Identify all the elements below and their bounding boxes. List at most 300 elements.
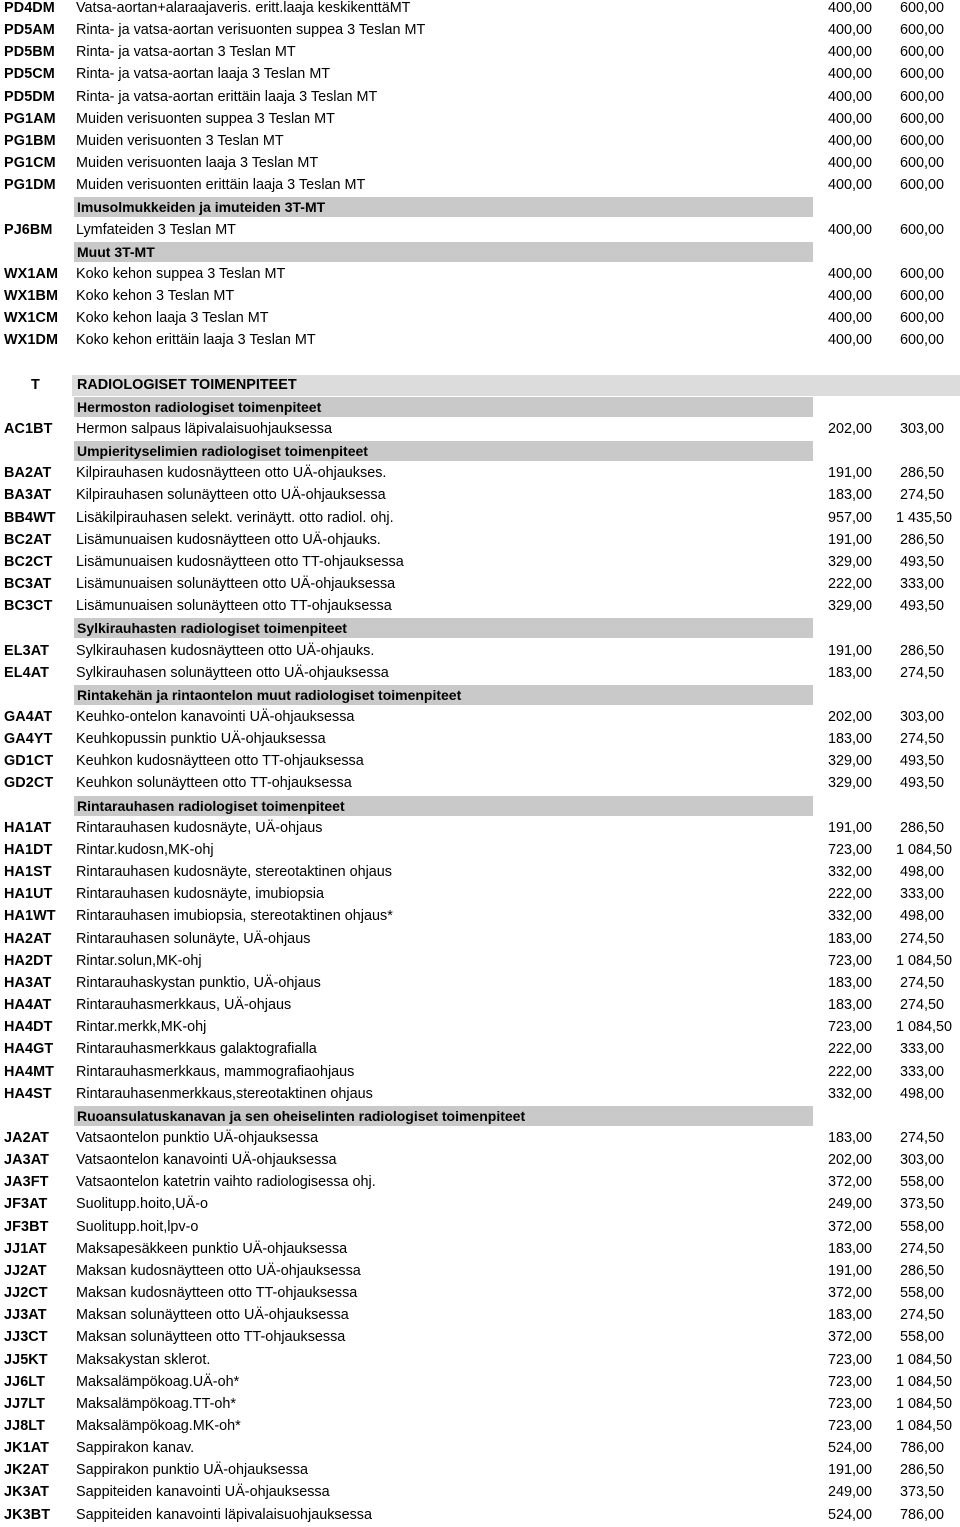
- procedure-description: Sylkirauhasen kudosnäytteen otto UÄ-ohjauks.: [76, 642, 375, 659]
- price-2: 274,50: [899, 974, 944, 991]
- price-1: 723,00: [827, 1373, 872, 1390]
- table-row: [0, 130, 960, 152]
- procedure-description: Rintarauhasen imubiopsia, stereotaktinen ohjaus*: [76, 908, 393, 925]
- table-row: [0, 1061, 960, 1083]
- price-1: 723,00: [827, 1019, 872, 1036]
- price-1: 400,00: [827, 44, 872, 61]
- price-2: 558,00: [899, 1218, 944, 1235]
- price-2: 286,50: [899, 1462, 944, 1479]
- price-1: 400,00: [827, 288, 872, 305]
- price-2: 373,50: [899, 1484, 944, 1501]
- price-2: 558,00: [899, 1285, 944, 1302]
- price-2: 600,00: [899, 288, 944, 305]
- table-row: [0, 950, 960, 972]
- procedure-code: HA2AT: [4, 930, 52, 947]
- table-row: [0, 1171, 960, 1193]
- category-header: [0, 795, 960, 817]
- table-row: [0, 19, 960, 41]
- price-1: 400,00: [827, 155, 872, 172]
- procedure-description: Maksan kudosnäytteen otto UÄ-ohjauksessa: [76, 1262, 361, 1279]
- price-1: 191,00: [827, 1462, 872, 1479]
- section-code: T: [31, 376, 40, 393]
- price-2: 274,50: [899, 731, 944, 748]
- procedure-code: AC1BT: [4, 420, 53, 437]
- price-1: 400,00: [827, 177, 872, 194]
- procedure-code: JJ5KT: [4, 1351, 48, 1368]
- price-2: 274,50: [899, 664, 944, 681]
- price-2: 600,00: [899, 88, 944, 105]
- procedure-description: Rintarauhasmerkkaus, UÄ-ohjaus: [76, 997, 292, 1014]
- price-1: 183,00: [827, 664, 872, 681]
- procedure-description: Rinta- ja vatsa-aortan verisuonten suppea 3 Teslan MT: [76, 22, 426, 39]
- category-title: Sylkirauhasten radiologiset toimenpiteet: [77, 620, 347, 637]
- price-2: 600,00: [899, 155, 944, 172]
- price-2: 274,50: [899, 1240, 944, 1257]
- price-2: 286,50: [899, 531, 944, 548]
- procedure-code: BC2AT: [4, 531, 52, 548]
- table-row: [0, 972, 960, 994]
- table-row: [0, 0, 960, 19]
- procedure-description: Muiden verisuonten erittäin laaja 3 Teslan MT: [76, 177, 366, 194]
- procedure-description: Rintar.merkk,MK-ohj: [76, 1019, 207, 1036]
- price-2: 1 084,50: [895, 1351, 952, 1368]
- price-2: 303,00: [899, 1152, 944, 1169]
- price-2: 498,00: [899, 908, 944, 925]
- price-1: 372,00: [827, 1285, 872, 1302]
- procedure-code: EL3AT: [4, 642, 50, 659]
- procedure-description: Vatsaontelon punktio UÄ-ohjauksessa: [76, 1129, 319, 1146]
- price-2: 333,00: [899, 886, 944, 903]
- category-title: Hermoston radiologiset toimenpiteet: [77, 398, 322, 415]
- price-1: 400,00: [827, 88, 872, 105]
- section-header: [0, 374, 960, 396]
- table-row: [0, 1216, 960, 1238]
- price-2: 493,50: [899, 553, 944, 570]
- procedure-description: Sappirakon punktio UÄ-ohjauksessa: [76, 1462, 308, 1479]
- procedure-code: HA1WT: [4, 908, 56, 925]
- procedure-description: Lisämunuaisen solunäytteen otto UÄ-ohjauksessa: [76, 576, 396, 593]
- procedure-description: Lisämunuaisen solunäytteen otto TT-ohjauksessa: [76, 598, 392, 615]
- price-2: 274,50: [899, 997, 944, 1014]
- procedure-description: Kilpirauhasen kudosnäytteen otto UÄ-ohjaukses.: [76, 465, 387, 482]
- procedure-description: Lisämunuaisen kudosnäytteen otto TT-ohjauksessa: [76, 553, 404, 570]
- price-1: 183,00: [827, 997, 872, 1014]
- procedure-code: GA4AT: [4, 709, 53, 725]
- price-1: 400,00: [827, 22, 872, 39]
- price-2: 373,50: [899, 1196, 944, 1213]
- procedure-description: Rintar.solun,MK-ohj: [76, 952, 202, 969]
- category-header: [0, 241, 960, 263]
- table-row: [0, 152, 960, 174]
- procedure-code: JJ6LT: [4, 1373, 46, 1390]
- price-2: 286,50: [899, 642, 944, 659]
- table-row: [0, 174, 960, 196]
- procedure-code: WX1AM: [4, 265, 59, 282]
- price-1: 183,00: [827, 974, 872, 991]
- procedure-code: GA4YT: [4, 731, 53, 748]
- procedure-code: PD5BM: [4, 44, 55, 61]
- price-1: 400,00: [827, 310, 872, 327]
- procedure-description: Koko kehon laaja 3 Teslan MT: [76, 310, 269, 327]
- price-1: 249,00: [827, 1196, 872, 1213]
- price-2: 600,00: [899, 22, 944, 39]
- procedure-description: Rintarauhasen solunäyte, UÄ-ohjaus: [76, 930, 311, 947]
- procedure-description: Maksalämpökoag.TT-oh*: [76, 1395, 236, 1412]
- table-row: [0, 640, 960, 662]
- table-row: [0, 1459, 960, 1481]
- procedure-code: WX1BM: [4, 288, 59, 305]
- price-2: 600,00: [899, 177, 944, 194]
- price-1: 222,00: [827, 1041, 872, 1058]
- table-row: [0, 1193, 960, 1215]
- procedure-description: Rintarauhasmerkkaus galaktografialla: [76, 1041, 317, 1058]
- price-2: 558,00: [899, 1174, 944, 1191]
- procedure-description: Vatsaontelon kanavointi UÄ-ohjauksessa: [76, 1152, 337, 1169]
- procedure-code: HA4GT: [4, 1041, 54, 1058]
- price-1: 524,00: [827, 1506, 872, 1523]
- price-2: 286,50: [899, 1262, 944, 1279]
- procedure-description: Koko kehon suppea 3 Teslan MT: [76, 265, 286, 282]
- table-row: [0, 86, 960, 108]
- price-2: 600,00: [899, 44, 944, 61]
- price-1: 332,00: [827, 1085, 872, 1102]
- procedure-code: BC3CT: [4, 598, 53, 615]
- procedure-code: WX1CM: [4, 310, 59, 327]
- price-1: 183,00: [827, 487, 872, 504]
- table-row: [0, 1437, 960, 1459]
- price-1: 332,00: [827, 908, 872, 925]
- table-row: [0, 706, 960, 728]
- price-2: 493,50: [899, 753, 944, 770]
- table-row: [0, 772, 960, 794]
- table-row: [0, 1083, 960, 1105]
- procedure-description: Sylkirauhasen solunäytteen otto UÄ-ohjauksessa: [76, 664, 389, 681]
- procedure-code: BA3AT: [4, 487, 52, 504]
- price-2: 303,00: [899, 709, 944, 725]
- price-2: 498,00: [899, 1085, 944, 1102]
- price-2: 600,00: [899, 0, 944, 16]
- price-1: 222,00: [827, 576, 872, 593]
- procedure-code: PG1DM: [4, 177, 56, 194]
- price-2: 333,00: [899, 1041, 944, 1058]
- procedure-description: Koko kehon erittäin laaja 3 Teslan MT: [76, 332, 316, 349]
- table-row: [0, 883, 960, 905]
- table-row: [0, 1282, 960, 1304]
- table-row: [0, 63, 960, 85]
- price-1: 249,00: [827, 1484, 872, 1501]
- price-2: 1 084,50: [895, 1395, 952, 1412]
- price-1: 191,00: [827, 819, 872, 836]
- procedure-description: Maksalämpökoag.UÄ-oh*: [76, 1373, 240, 1390]
- procedure-description: Maksan solunäytteen otto TT-ohjauksessa: [76, 1329, 346, 1346]
- procedure-code: EL4AT: [4, 664, 50, 681]
- table-row: [0, 905, 960, 927]
- table-row: [0, 573, 960, 595]
- table-row: [0, 750, 960, 772]
- procedure-code: JA2AT: [4, 1129, 50, 1146]
- procedure-code: HA1AT: [4, 819, 52, 836]
- table-row: [0, 1260, 960, 1282]
- procedure-description: Vatsa-aortan+alaraajaveris. eritt.laaja keskikenttäMT: [76, 0, 411, 16]
- procedure-description: Kilpirauhasen solunäytteen otto UÄ-ohjauksessa: [76, 487, 386, 504]
- price-1: 191,00: [827, 1262, 872, 1279]
- procedure-code: JK2AT: [4, 1462, 50, 1479]
- procedure-description: Keuhko-ontelon kanavointi UÄ-ohjauksessa: [76, 709, 355, 725]
- price-2: 333,00: [899, 1063, 944, 1080]
- price-2: 274,50: [899, 1129, 944, 1146]
- table-row: [0, 1415, 960, 1437]
- price-2: 303,00: [899, 420, 944, 437]
- price-2: 274,50: [899, 930, 944, 947]
- table-row: [0, 41, 960, 63]
- price-2: 493,50: [899, 598, 944, 615]
- price-2: 493,50: [899, 775, 944, 792]
- category-header: [0, 196, 960, 218]
- procedure-description: Maksakystan sklerot.: [76, 1351, 211, 1368]
- procedure-code: PD5DM: [4, 88, 55, 105]
- table-row: [0, 1038, 960, 1060]
- procedure-code: JJ2CT: [4, 1285, 48, 1302]
- procedure-description: Muiden verisuonten 3 Teslan MT: [76, 132, 284, 149]
- category-title: Rintarauhasen radiologiset toimenpiteet: [77, 797, 345, 814]
- price-2: 1 084,50: [895, 1373, 952, 1390]
- price-1: 202,00: [827, 709, 872, 725]
- table-row: [0, 263, 960, 285]
- procedure-description: Lisämunuaisen kudosnäytteen otto UÄ-ohjauks.: [76, 531, 381, 548]
- category-title: Muut 3T-MT: [77, 243, 155, 260]
- procedure-code: PJ6BM: [4, 221, 53, 238]
- price-2: 1 435,50: [895, 509, 952, 526]
- table-row: [0, 219, 960, 241]
- price-1: 183,00: [827, 1240, 872, 1257]
- price-1: 183,00: [827, 1129, 872, 1146]
- price-2: 1 084,50: [895, 952, 952, 969]
- procedure-description: Rintarauhasen kudosnäyte, stereotaktinen ohjaus: [76, 864, 393, 881]
- price-1: 222,00: [827, 886, 872, 903]
- procedure-description: Suolitupp.hoit,lpv-o: [76, 1218, 199, 1235]
- price-1: 372,00: [827, 1329, 872, 1346]
- table-row: [0, 329, 960, 351]
- price-1: 202,00: [827, 420, 872, 437]
- procedure-description: Keuhkopussin punktio UÄ-ohjauksessa: [76, 731, 326, 748]
- price-1: 723,00: [827, 952, 872, 969]
- table-row: [0, 1304, 960, 1326]
- procedure-description: Sappiteiden kanavointi UÄ-ohjauksessa: [76, 1484, 330, 1501]
- category-header: [0, 396, 960, 418]
- procedure-code: GD2CT: [4, 775, 54, 792]
- table-row: [0, 1016, 960, 1038]
- table-row: [0, 462, 960, 484]
- price-1: 524,00: [827, 1440, 872, 1457]
- price-2: 274,50: [899, 1307, 944, 1324]
- table-row: [0, 595, 960, 617]
- category-title: Umpierityselimien radiologiset toimenpiteet: [77, 443, 368, 460]
- procedure-code: PD4DM: [4, 0, 55, 16]
- price-1: 329,00: [827, 753, 872, 770]
- procedure-code: JA3AT: [4, 1152, 50, 1169]
- procedure-code: JA3FT: [4, 1174, 49, 1191]
- table-row: [0, 108, 960, 130]
- price-2: 600,00: [899, 310, 944, 327]
- table-row: [0, 994, 960, 1016]
- table-row: [0, 861, 960, 883]
- price-2: 274,50: [899, 487, 944, 504]
- procedure-description: Suolitupp.hoito,UÄ-o: [76, 1196, 208, 1213]
- price-2: 600,00: [899, 110, 944, 127]
- price-1: 183,00: [827, 731, 872, 748]
- procedure-description: Rinta- ja vatsa-aortan laaja 3 Teslan MT: [76, 66, 331, 83]
- table-row: [0, 1326, 960, 1348]
- price-2: 333,00: [899, 576, 944, 593]
- price-1: 329,00: [827, 553, 872, 570]
- price-1: 723,00: [827, 1418, 872, 1434]
- procedure-code: BA2AT: [4, 465, 52, 482]
- spacer: [0, 352, 960, 374]
- table-row: [0, 817, 960, 839]
- price-2: 1 084,50: [895, 841, 952, 858]
- category-header-shading: [74, 242, 813, 262]
- category-header: [0, 1105, 960, 1127]
- procedure-code: HA1UT: [4, 886, 53, 903]
- procedure-code: WX1DM: [4, 332, 59, 349]
- category-header: [0, 684, 960, 706]
- table-row: [0, 551, 960, 573]
- table-row: [0, 507, 960, 529]
- table-row: [0, 1393, 960, 1415]
- procedure-description: Rinta- ja vatsa-aortan 3 Teslan MT: [76, 44, 296, 61]
- procedure-code: BB4WT: [4, 509, 56, 526]
- procedure-code: JJ8LT: [4, 1418, 46, 1434]
- procedure-code: HA3AT: [4, 974, 52, 991]
- table-row: [0, 285, 960, 307]
- price-1: 723,00: [827, 841, 872, 858]
- procedure-code: HA4DT: [4, 1019, 53, 1036]
- table-row: [0, 1349, 960, 1371]
- price-1: 400,00: [827, 265, 872, 282]
- price-2: 786,00: [899, 1440, 944, 1457]
- procedure-code: JK3AT: [4, 1484, 50, 1501]
- table-row: [0, 529, 960, 551]
- table-row: [0, 307, 960, 329]
- table-row: [0, 1238, 960, 1260]
- procedure-code: GD1CT: [4, 753, 54, 770]
- procedure-code: PD5AM: [4, 22, 55, 39]
- price-2: 1 084,50: [895, 1019, 952, 1036]
- procedure-description: Muiden verisuonten suppea 3 Teslan MT: [76, 110, 335, 127]
- price-2: 600,00: [899, 332, 944, 349]
- table-row: [0, 1481, 960, 1503]
- procedure-code: HA1DT: [4, 841, 53, 858]
- price-1: 957,00: [827, 509, 872, 526]
- table-row: [0, 662, 960, 684]
- price-2: 600,00: [899, 66, 944, 83]
- price-2: 600,00: [899, 132, 944, 149]
- procedure-code: HA2DT: [4, 952, 53, 969]
- price-2: 286,50: [899, 819, 944, 836]
- procedure-description: Muiden verisuonten laaja 3 Teslan MT: [76, 155, 319, 172]
- price-1: 723,00: [827, 1351, 872, 1368]
- table-row: [0, 1127, 960, 1149]
- price-2: 600,00: [899, 221, 944, 238]
- procedure-code: HA1ST: [4, 864, 52, 881]
- procedure-code: PG1AM: [4, 110, 56, 127]
- procedure-description: Koko kehon 3 Teslan MT: [76, 288, 235, 305]
- procedure-description: Lymfateiden 3 Teslan MT: [76, 221, 236, 238]
- procedure-description: Maksapesäkkeen punktio UÄ-ohjauksessa: [76, 1240, 348, 1257]
- procedure-code: BC2CT: [4, 553, 53, 570]
- procedure-description: Maksalämpökoag.MK-oh*: [76, 1418, 241, 1434]
- procedure-code: HA4MT: [4, 1063, 55, 1080]
- procedure-description: Sappiteiden kanavointi läpivalaisuohjauksessa: [76, 1506, 373, 1523]
- price-2: 786,00: [899, 1506, 944, 1523]
- procedure-description: Sappirakon kanav.: [76, 1440, 195, 1457]
- table-row: [0, 1504, 960, 1526]
- category-title: Ruoansulatuskanavan ja sen oheiselinten radiologiset toimenpiteet: [77, 1107, 526, 1124]
- table-row: [0, 1371, 960, 1393]
- category-header: [0, 440, 960, 462]
- procedure-code: JJ1AT: [4, 1240, 47, 1257]
- price-1: 372,00: [827, 1174, 872, 1191]
- price-1: 372,00: [827, 1218, 872, 1235]
- price-1: 400,00: [827, 66, 872, 83]
- procedure-code: HA4AT: [4, 997, 52, 1014]
- price-1: 191,00: [827, 642, 872, 659]
- price-1: 222,00: [827, 1063, 872, 1080]
- procedure-code: JF3BT: [4, 1218, 49, 1235]
- price-1: 191,00: [827, 531, 872, 548]
- procedure-code: JF3AT: [4, 1196, 48, 1213]
- procedure-description: Rintarauhasen kudosnäyte, UÄ-ohjaus: [76, 819, 323, 836]
- procedure-description: Rintarauhaskystan punktio, UÄ-ohjaus: [76, 974, 321, 991]
- procedure-code: JJ2AT: [4, 1262, 47, 1279]
- procedure-description: Rintarauhasen kudosnäyte, imubiopsia: [76, 886, 324, 903]
- price-1: 723,00: [827, 1395, 872, 1412]
- procedure-code: JJ7LT: [4, 1395, 46, 1412]
- procedure-description: Rintarauhasenmerkkaus,stereotaktinen ohjaus: [76, 1085, 373, 1102]
- price-2: 1 084,50: [895, 1418, 952, 1434]
- procedure-code: JK3BT: [4, 1506, 51, 1523]
- price-2: 558,00: [899, 1329, 944, 1346]
- category-header: [0, 617, 960, 639]
- procedure-code: JJ3CT: [4, 1329, 48, 1346]
- procedure-description: Maksan kudosnäytteen otto TT-ohjauksessa: [76, 1285, 358, 1302]
- table-row: [0, 418, 960, 440]
- procedure-code: JJ3AT: [4, 1307, 47, 1324]
- price-1: 400,00: [827, 110, 872, 127]
- table-row: [0, 928, 960, 950]
- section-title: RADIOLOGISET TOIMENPITEET: [77, 376, 297, 393]
- price-1: 400,00: [827, 132, 872, 149]
- price-1: 332,00: [827, 864, 872, 881]
- procedure-description: Keuhkon solunäytteen otto TT-ohjauksessa: [76, 775, 352, 792]
- table-row: [0, 839, 960, 861]
- procedure-description: Lisäkilpirauhasen selekt. verinäytt. otto radiol. ohj.: [76, 509, 394, 526]
- procedure-code: PG1BM: [4, 132, 56, 149]
- price-1: 191,00: [827, 465, 872, 482]
- price-2: 498,00: [899, 864, 944, 881]
- procedure-description: Keuhkon kudosnäytteen otto TT-ohjauksessa: [76, 753, 364, 770]
- procedure-description: Vatsaontelon katetrin vaihto radiologisessa ohj.: [76, 1174, 376, 1191]
- procedure-code: JK1AT: [4, 1440, 50, 1457]
- procedure-code: PD5CM: [4, 66, 55, 83]
- procedure-description: Hermon salpaus läpivalaisuohjauksessa: [76, 420, 332, 437]
- procedure-description: Rintarauhasmerkkaus, mammografiaohjaus: [76, 1063, 355, 1080]
- price-2: 286,50: [899, 465, 944, 482]
- procedure-description: Rintar.kudosn,MK-ohj: [76, 841, 214, 858]
- category-title: Rintakehän ja rintaontelon muut radiologiset toimenpiteet: [77, 686, 462, 703]
- table-row: [0, 1149, 960, 1171]
- price-1: 400,00: [827, 221, 872, 238]
